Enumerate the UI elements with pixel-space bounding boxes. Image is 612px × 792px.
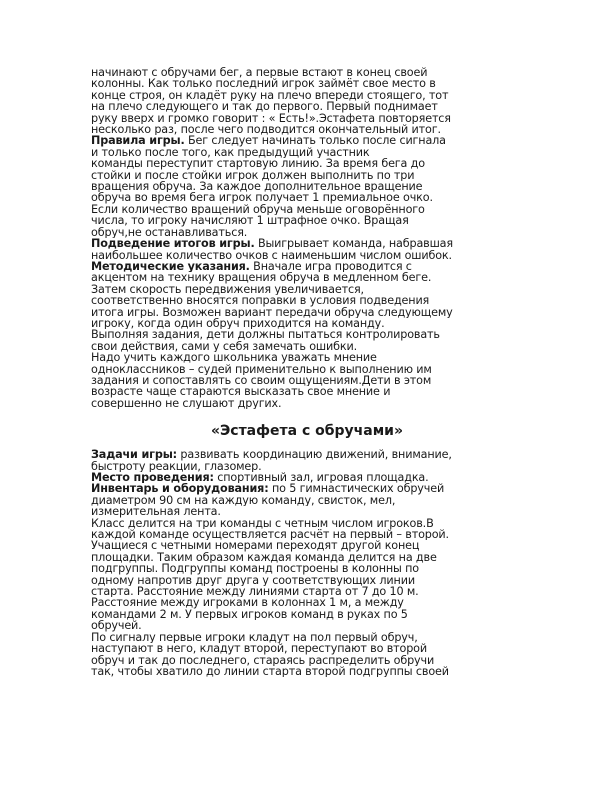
text-line — [91, 238, 523, 249]
text-line — [91, 90, 523, 101]
text-line — [91, 449, 523, 460]
line-text: Вначале игра проводится с — [249, 260, 412, 273]
text-line — [91, 483, 523, 494]
text-line — [91, 495, 523, 506]
line-text: подгруппы. Подгруппы команд построены в колонны по — [91, 563, 419, 575]
section-game-rules — [91, 67, 523, 409]
text-line — [91, 666, 523, 677]
line-text: колонны. Как только последний игрок займёт свое место в — [91, 78, 436, 90]
line-text: числа, то игроку начисляют 1 штрафное очко. Вращая — [91, 215, 409, 227]
text-line — [91, 352, 523, 363]
text-line — [91, 341, 523, 352]
text-line — [91, 135, 523, 146]
line-text: задания и сопоставлять со своим ощущениям.Дети в этом — [91, 374, 432, 387]
line-text: игроку, когда один обруч приходится на команду. — [91, 317, 385, 330]
text-line — [91, 552, 523, 563]
text-line — [91, 307, 523, 318]
text-line — [91, 295, 523, 306]
line-text: измерительная лента. — [91, 506, 221, 518]
bold-heading: Подведение итогов игры. — [91, 238, 255, 250]
line-text: обруч и так до последнего, стараясь распределить обручи — [91, 654, 435, 666]
line-text: на плечо следующего и так до первого. Первый поднимает — [91, 101, 438, 113]
text-line — [91, 620, 523, 631]
text-line — [91, 261, 523, 272]
bold-heading: Задачи игры: — [91, 449, 177, 461]
text-line — [91, 461, 523, 472]
line-text: начинают с обручами бег, а первые встают в конец своей — [91, 67, 428, 79]
line-text: Учащиеся с четными номерами переходят другой конец — [91, 540, 420, 552]
bold-heading: Правила игры. — [91, 135, 185, 147]
text-line — [91, 575, 523, 586]
line-text: По сигналу первые игроки кладут на пол первый обруч, — [91, 631, 418, 644]
line-text: быстроту реакции, глазомер. — [91, 460, 262, 472]
line-text: одному напротив друг друга у соответствующих линии — [91, 574, 415, 587]
text-line — [91, 529, 523, 540]
text-line — [91, 318, 523, 329]
line-text: Выполняя задания, дети должны пытаться контролировать — [91, 329, 440, 341]
line-text: руку вверх и громко говорит : « Есть!».Эстафета повторяется — [91, 112, 451, 125]
line-text: вращения обруча. За каждое дополнительное вращение — [91, 181, 423, 193]
line-text: совершенно не слушают других. — [91, 397, 282, 410]
line-text: возрасте чаще стараются высказать свое мнение и — [91, 386, 391, 398]
line-text: несколько раз, после чего подводится окончательный итог. — [91, 124, 441, 136]
line-text: свои действия, сами у себя замечать ошибки. — [91, 340, 357, 353]
line-text: обручей. — [91, 620, 142, 632]
text-line — [91, 375, 523, 386]
line-text: соответственно вносятся поправки в условия подведения — [91, 295, 430, 307]
line-text: по 5 гимнастических обручей — [268, 483, 445, 495]
text-line — [91, 632, 523, 643]
line-text: Бег следует начинать только после сигнала — [184, 135, 446, 147]
text-line — [91, 101, 523, 112]
line-text: командами 2 м. У первых игроков команд в руках по 5 — [91, 608, 408, 621]
line-text: диаметром 90 см на каждую команду, свисток, мел, — [91, 494, 396, 507]
line-text: обруча во время бега игрок получает 1 премиальное очко. — [91, 192, 433, 204]
text-line — [91, 181, 523, 192]
text-line — [91, 329, 523, 340]
text-line — [91, 113, 523, 124]
text-line — [91, 67, 523, 78]
section-title: «Эстафета с обручами» — [210, 423, 404, 440]
document-page — [91, 67, 523, 677]
text-line — [91, 204, 523, 215]
line-text: итога игры. Возможен вариант передачи обруча следующему — [91, 306, 453, 318]
text-line — [91, 147, 523, 158]
text-line — [91, 250, 523, 261]
text-line — [91, 540, 523, 551]
line-text: команды переступит стартовую линию. За время бега до — [91, 158, 425, 170]
line-text: стойки и после стойки игрок должен выполнить по три — [91, 169, 415, 182]
text-line — [91, 518, 523, 529]
line-text: Класс делится на три команды с четным числом игроков.В — [91, 517, 434, 530]
text-line — [91, 215, 523, 226]
line-text: спортивный зал, игровая площадка. — [213, 472, 429, 484]
line-text: Расстояние между игроками в колоннах 1 м, а между — [91, 597, 404, 609]
line-text: одноклассников – судей применительно к выполнению им — [91, 363, 432, 375]
text-line — [91, 158, 523, 169]
text-line — [91, 398, 523, 409]
text-line — [91, 124, 523, 135]
text-line — [91, 284, 523, 295]
bold-heading: Методические указания. — [91, 260, 250, 273]
bold-heading: Инвентарь и оборудования: — [91, 483, 269, 495]
text-line — [91, 227, 523, 238]
line-text: Затем скорость передвижения увеличивается, — [91, 283, 364, 296]
line-text: Если количество вращений обруча меньше оговорённого — [91, 203, 425, 216]
line-text: Надо учить каждого школьника уважать мнение — [91, 352, 377, 364]
text-line — [91, 586, 523, 597]
line-text: старта. Расстояние между линиями старта от 7 до 10 м. — [91, 586, 419, 598]
text-line — [91, 170, 523, 181]
text-line — [91, 472, 523, 483]
text-line — [91, 655, 523, 666]
line-text: каждой команде осуществляется расчёт на первый – второй. — [91, 529, 449, 541]
section-hoop-relay — [91, 449, 523, 677]
line-text: акцентом на технику вращения обруча в медленном беге. — [91, 272, 432, 284]
text-line — [91, 386, 523, 397]
line-text: наступают в него, кладут второй, переступают во второй — [91, 643, 427, 655]
text-line — [91, 597, 523, 608]
line-text: и только после того, как предыдущий участник — [91, 146, 370, 159]
text-line — [91, 609, 523, 620]
line-text: так, чтобы хватило до линии старта второй подгруппы своей — [91, 665, 449, 678]
text-line — [91, 192, 523, 203]
line-text: площадки. Таким образом каждая команда делится на две — [91, 551, 437, 564]
line-text: Выигрывает команда, набравшая — [254, 238, 453, 250]
line-text: конце строя, он кладёт руку на плечо впереди стоящего, тот — [91, 89, 449, 102]
text-line — [91, 643, 523, 654]
text-line — [91, 272, 523, 283]
line-text: наибольшее количество очков с наименьшим числом ошибок. — [91, 249, 452, 261]
text-line — [91, 506, 523, 517]
bold-heading: Место проведения: — [91, 472, 214, 484]
text-line — [91, 78, 523, 89]
line-text: обруч,не останавливаться. — [91, 226, 248, 239]
text-line — [91, 364, 523, 375]
line-text: развивать координацию движений, внимание, — [176, 449, 452, 461]
text-line — [91, 563, 523, 574]
